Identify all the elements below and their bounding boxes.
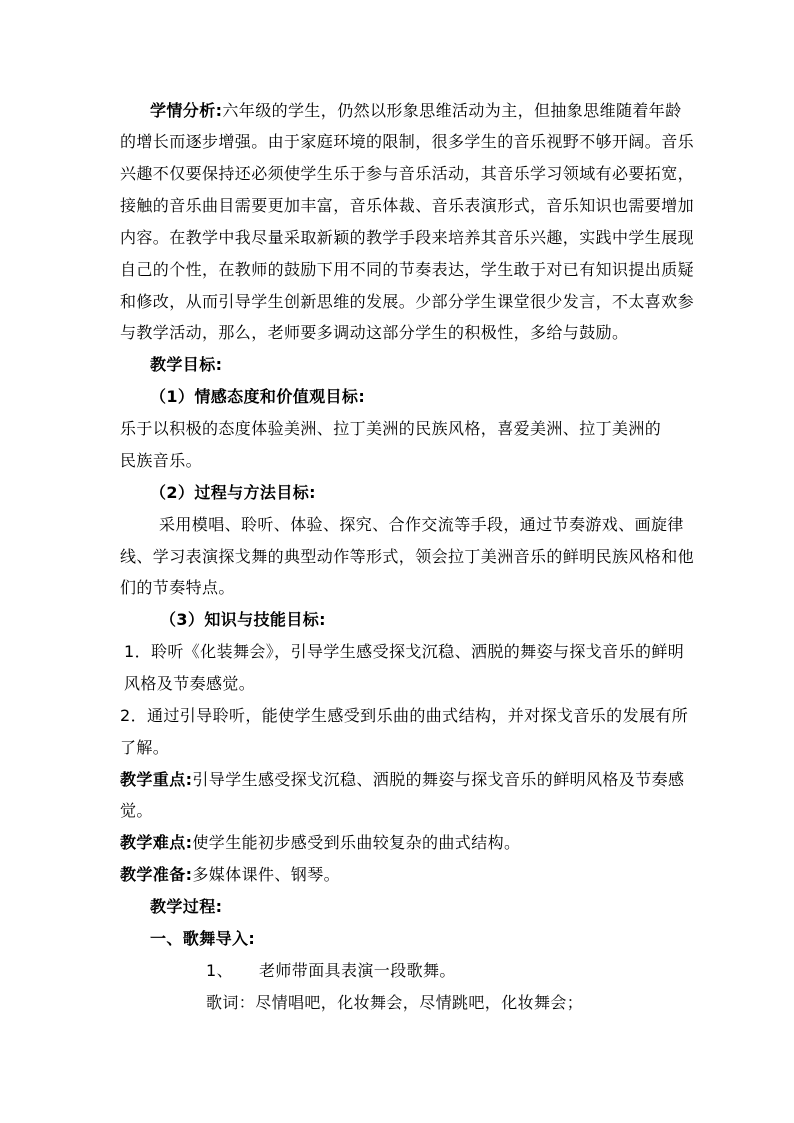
preparation-line [120, 865, 340, 885]
analysis-line-4: 接触的音乐曲目需要更加丰富，音乐体裁、音乐表演形式，音乐知识也需要增加 [120, 196, 695, 215]
goal3-item2-line-1: 2．通过引导聆听，能使学生感受到乐曲的曲式结构，并对探戈音乐的发展有所 [120, 706, 689, 725]
process-heading: 教学过程: [150, 897, 223, 916]
analysis-line-8: 与教学活动，那么，老师要多调动这部分学生的积极性，多给与鼓励。 [120, 323, 629, 342]
process-step1-text: 老师带面具表演一段歌舞。 [259, 961, 456, 980]
goal1-heading: （1）情感态度和价值观目标: [150, 387, 366, 406]
analysis-line-2: 的增长而逐步增强。由于家庭环境的限制，很多学生的音乐视野不够开阔。音乐 [120, 132, 695, 151]
goal3-item1-line-2: 风格及节奏感觉。 [124, 674, 256, 693]
difficulty-label: 教学难点: [120, 833, 193, 852]
preparation-label: 教学准备: [120, 865, 193, 884]
process-section-1: 一、歌舞导入: [150, 929, 256, 948]
analysis-line-1 [150, 101, 682, 121]
goal1-line-1: 乐于以积极的态度体验美洲、拉丁美洲的民族风格，喜爱美洲、拉丁美洲的 [120, 419, 662, 438]
process-lyrics: 歌词：尽情唱吧，化妆舞会，尽情跳吧，化妆舞会； [206, 993, 584, 1012]
goal2-line-3: 们的节奏特点。 [120, 578, 235, 597]
goal2-line-1: 采用模唱、聆听、体验、探究、合作交流等手段，通过节奏游戏、画旋律 [159, 515, 684, 534]
goal1-line-2: 民族音乐。 [120, 451, 203, 470]
goal2-line-2: 线、学习表演探戈舞的典型动作等形式，领会拉丁美洲音乐的鲜明民族风格和他 [120, 547, 695, 566]
analysis-text: 六年级的学生，仍然以形象思维活动为主，但抽象思维随着年龄 [222, 101, 682, 120]
goal3-item2-line-2: 了解。 [120, 738, 170, 757]
analysis-line-5: 内容。在教学中我尽量采取新颖的教学手段来培养其音乐兴趣，实践中学生展现 [120, 228, 695, 247]
goal3-heading: （3）知识与技能目标: [160, 610, 326, 629]
difficulty-line [120, 833, 520, 853]
analysis-line-3: 兴趣不仅要保持还必须使学生乐于参与音乐活动，其音乐学习领域有必要拓宽， [120, 164, 695, 183]
key-point-line-2: 觉。 [120, 801, 153, 820]
analysis-line-6: 自己的个性，在教师的鼓励下用不同的节奏表达，学生敢于对已有知识提出质疑 [120, 260, 695, 279]
goal3-item1-line-1: 1．聆听《化装舞会》，引导学生感受探戈沉稳、洒脱的舞姿与探戈音乐的鲜明 [124, 642, 685, 661]
process-step1-number: 1、 [206, 961, 233, 980]
analysis-line-7: 和修改，从而引导学生创新思维的发展。少部分学生课堂很少发言，不太喜欢参 [120, 292, 695, 311]
difficulty-text: 使学生能初步感受到乐曲较复杂的曲式结构。 [192, 833, 521, 852]
key-point-label: 教学重点: [120, 770, 193, 789]
goals-heading: 教学目标: [150, 355, 223, 374]
analysis-label: 学情分析: [150, 101, 223, 120]
key-point-text: 引导学生感受探戈沉稳、洒脱的舞姿与探戈音乐的鲜明风格及节奏感 [192, 770, 685, 789]
goal2-heading: （2）过程与方法目标: [150, 483, 316, 502]
preparation-text: 多媒体课件、钢琴。 [192, 865, 341, 884]
key-point-line-1 [120, 770, 684, 790]
